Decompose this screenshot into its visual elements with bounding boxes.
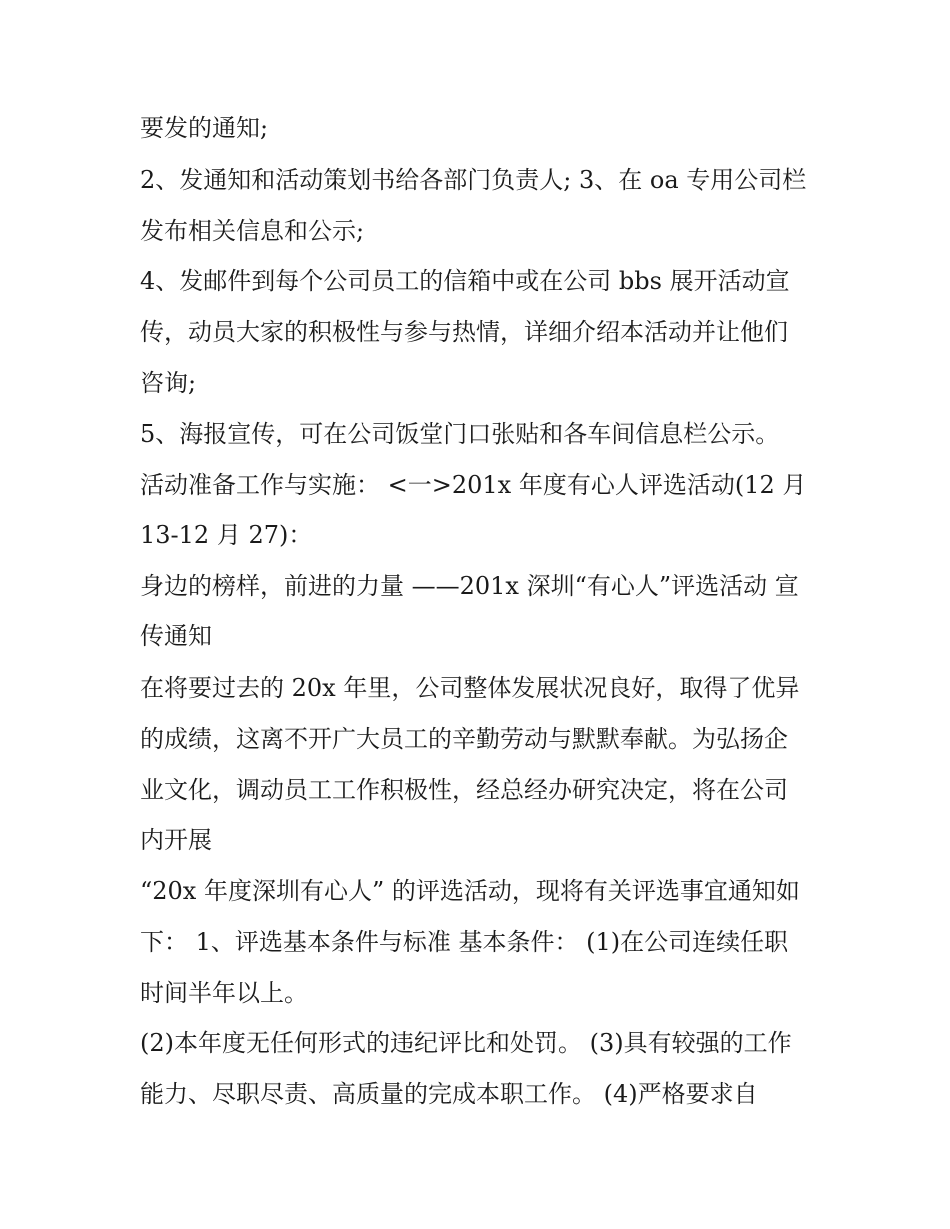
- text-line: 5、海报宣传，可在公司饭堂门口张贴和各车间信息栏公示。: [140, 420, 780, 448]
- text-line: 2、发通知和活动策划书给各部门负责人; 3、在 oa 专用公司栏: [140, 166, 807, 194]
- text-line: 下： 1、评选基本条件与标准 基本条件： (1)在公司连续任职: [140, 928, 789, 956]
- text-line: 发布相关信息和公示;: [140, 217, 365, 245]
- text-line: 的成绩，这离不开广大员工的辛勤劳动与默默奉献。为弘扬企: [140, 725, 788, 753]
- text-line: (2)本年度无任何形式的违纪评比和处罚。 (3)具有较强的工作: [140, 1029, 792, 1057]
- text-line: 咨询;: [140, 369, 197, 397]
- text-line: 能力、尽职尽责、高质量的完成本职工作。 (4)严格要求自: [140, 1080, 758, 1108]
- text-line: 要发的通知;: [140, 114, 269, 142]
- text-line: 业文化，调动员工工作积极性，经总经办研究决定，将在公司: [140, 776, 788, 804]
- text-line: 身边的榜样，前进的力量 ——201x 深圳“有心人”评选活动 宣: [140, 572, 799, 600]
- text-line: 传，动员大家的积极性与参与热情，详细介绍本活动并让他们: [140, 318, 788, 346]
- text-line: 内开展: [140, 826, 212, 854]
- text-line: 传通知: [140, 622, 212, 650]
- text-line: “20x 年度深圳有心人” 的评选活动，现将有关评选事宜通知如: [140, 877, 800, 905]
- text-line: 在将要过去的 20x 年里，公司整体发展状况良好，取得了优异: [140, 674, 800, 702]
- text-line: 4、发邮件到每个公司员工的信箱中或在公司 bbs 展开活动宣: [140, 267, 790, 295]
- text-line: 13-12 月 27)：: [140, 521, 313, 549]
- text-line: 活动准备工作与实施： <一>201x 年度有心人评选活动(12 月: [140, 471, 807, 499]
- text-line: 时间半年以上。: [140, 979, 308, 1007]
